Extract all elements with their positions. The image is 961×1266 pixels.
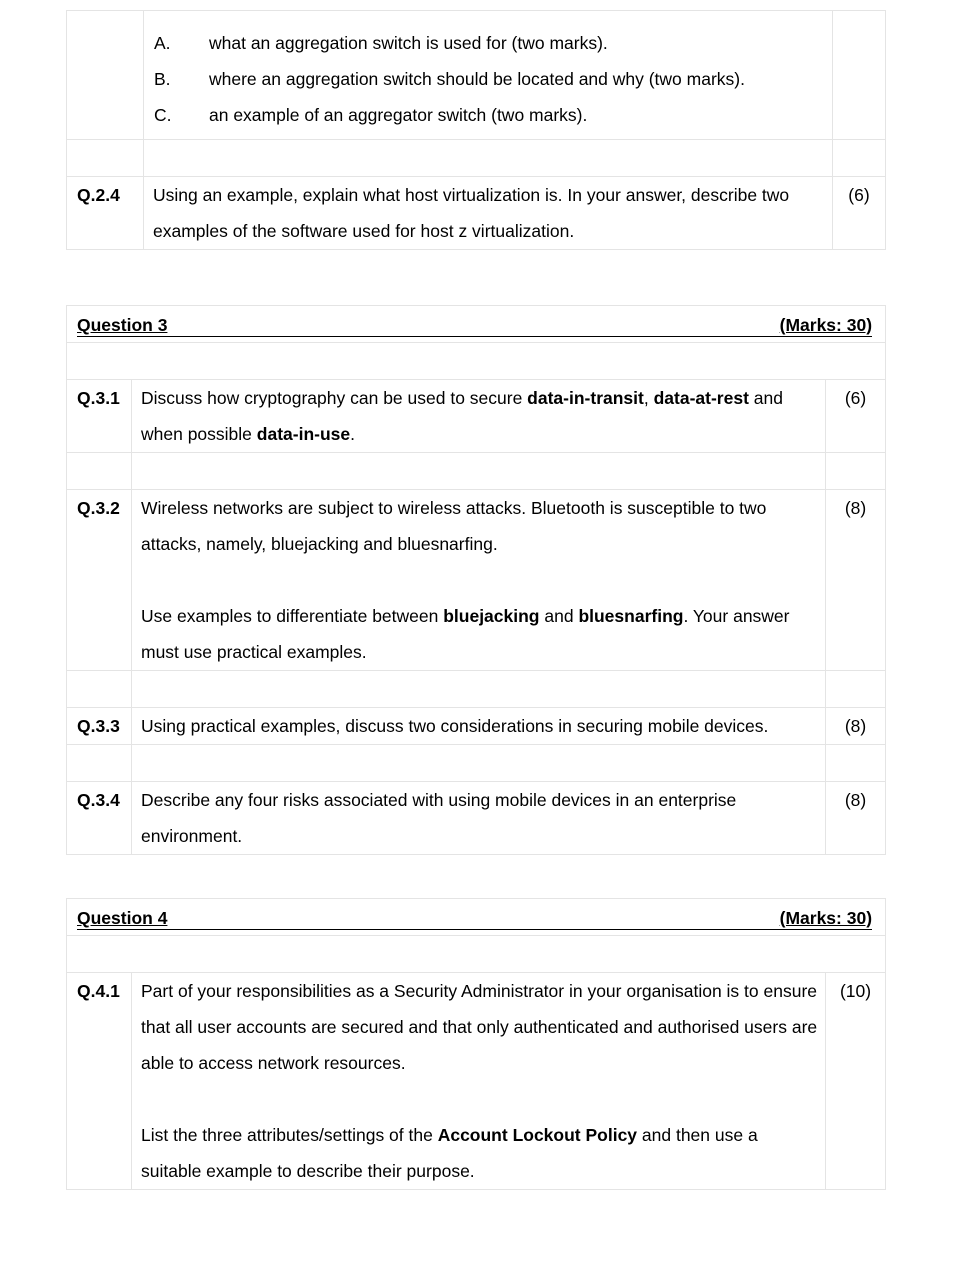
- question-marks: (6): [833, 177, 886, 250]
- q33-row: [67, 708, 886, 745]
- question-text: Using practical examples, discuss two considerations in securing mobile devices.: [132, 708, 826, 745]
- q2-subitems-row: [67, 11, 886, 140]
- question-number: Q.3.3: [67, 708, 132, 745]
- question-marks: (8): [826, 490, 886, 671]
- section-title: Question 4: [77, 907, 168, 928]
- question-number: Q.4.1: [67, 973, 132, 1190]
- question-text: Part of your responsibilities as a Security Administrator in your organisation is to ensure that all user accounts are secured and that only authenticated and authorised users are able to access network resources. List the three attributes/settings of the Account Lockout Policy and then use a suitable example to describe their purpose.: [132, 973, 826, 1190]
- section-title: Question 3: [77, 314, 168, 335]
- section-marks: (Marks: 30): [779, 907, 873, 928]
- question-number: Q.3.4: [67, 782, 132, 855]
- question-text: Using an example, explain what host virtualization is. In your answer, describe two examples of the software used for host z virtualization.: [144, 177, 833, 250]
- q34-row: [67, 782, 886, 855]
- question-marks: (10): [826, 973, 886, 1190]
- question-number: Q.3.1: [67, 380, 132, 453]
- question-marks: (8): [826, 708, 886, 745]
- q41-row: [67, 973, 886, 1190]
- question-4-table: [66, 898, 886, 1190]
- section-marks: (Marks: 30): [779, 314, 873, 335]
- sub-item: B. where an aggregation switch should be located and why (two marks).: [154, 69, 745, 89]
- question-marks: (6): [826, 380, 886, 453]
- q3-header-row: [67, 306, 886, 343]
- question-marks: (8): [826, 782, 886, 855]
- q4-header-row: [67, 899, 886, 936]
- sub-item: C. an example of an aggregator switch (two marks).: [154, 105, 588, 125]
- q2-subitems: [144, 11, 833, 140]
- question-number: Q.3.2: [67, 490, 132, 671]
- question-text: Wireless networks are subject to wireless attacks. Bluetooth is susceptible to two attacks, namely, bluejacking and bluesnarfing. Use examples to differentiate between bluejacking and bluesnarfing. Your answer must use practical examples.: [132, 490, 826, 671]
- question-3-table: [66, 305, 886, 855]
- question-2-table: [66, 10, 886, 250]
- sub-item: A. what an aggregation switch is used for (two marks).: [154, 33, 608, 53]
- question-text: Discuss how cryptography can be used to secure data-in-transit, data-at-rest and when possible data-in-use.: [132, 380, 826, 453]
- q32-row: [67, 490, 886, 671]
- q24-row: [67, 177, 886, 250]
- q3-heading: [77, 315, 872, 337]
- q4-heading: [77, 908, 872, 930]
- question-number: Q.2.4: [67, 177, 144, 250]
- question-text: Describe any four risks associated with using mobile devices in an enterprise environment.: [132, 782, 826, 855]
- q31-row: [67, 380, 886, 453]
